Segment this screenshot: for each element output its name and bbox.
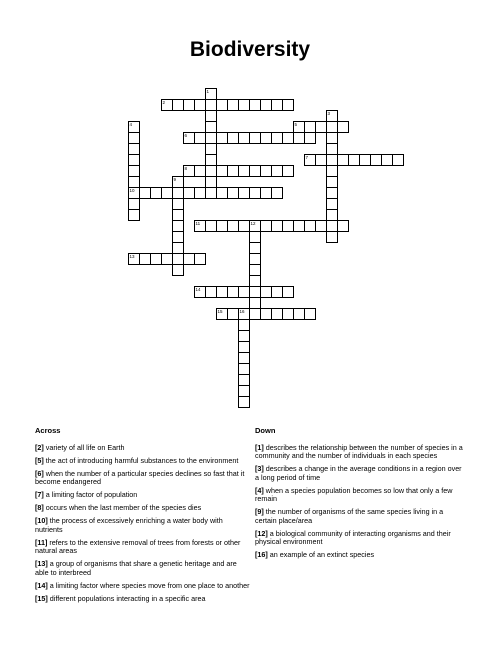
grid-cell[interactable] <box>249 297 261 309</box>
grid-cell[interactable] <box>172 264 184 276</box>
clue-number: [6] <box>35 469 44 478</box>
clue-number: [16] <box>255 550 268 560</box>
grid-cell[interactable] <box>194 253 206 265</box>
grid-cell[interactable] <box>282 165 294 177</box>
puzzle-title: Biodiversity <box>189 38 311 61</box>
down-clue <box>255 444 465 461</box>
clue-number: [7] <box>35 490 44 500</box>
across-clue <box>35 457 250 465</box>
clue-text: a limiting factor of population <box>43 490 138 500</box>
clue-text: an example of an extinct species <box>267 550 375 560</box>
grid-cell[interactable] <box>205 154 217 166</box>
down-clue <box>255 551 465 559</box>
cell-number: 1 <box>206 89 210 94</box>
cell-number: 6 <box>184 133 188 138</box>
clue-number: [15] <box>35 593 48 603</box>
across-clue <box>35 470 250 487</box>
across-clue <box>35 444 250 452</box>
cell-number: 11 <box>195 221 201 226</box>
grid-cell[interactable] <box>282 99 294 111</box>
clue-number: [4] <box>255 485 264 495</box>
grid-cell[interactable] <box>282 286 294 298</box>
clue-text: variety of all life on Earth <box>43 443 125 452</box>
grid-cell[interactable] <box>304 308 316 320</box>
clue-number: [5] <box>35 456 44 465</box>
clue-text: occurs when the last member of the species dies <box>43 503 202 513</box>
grid-cell[interactable] <box>304 132 316 144</box>
grid-cell[interactable] <box>205 121 217 133</box>
across-clue <box>35 539 250 556</box>
grid-cell[interactable] <box>238 396 250 408</box>
grid-cell[interactable] <box>337 121 349 133</box>
grid-cell[interactable] <box>172 242 184 254</box>
grid-cell[interactable] <box>271 187 283 199</box>
grid-cell[interactable] <box>205 176 217 188</box>
clue-text: refers to the extensive removal of trees from forests or other natural areas <box>35 537 241 556</box>
cell-number: 4 <box>129 122 133 127</box>
down-clue-list <box>255 444 465 564</box>
clue-number: [9] <box>255 507 264 517</box>
grid-cell[interactable] <box>337 220 349 232</box>
across-clue <box>35 595 250 603</box>
clue-text: the number of organisms of the same species living in a certain place/area <box>255 507 444 525</box>
grid-cell[interactable] <box>326 143 338 155</box>
down-heading: Down <box>255 426 276 435</box>
grid-cell[interactable] <box>326 209 338 221</box>
across-clue <box>35 582 250 590</box>
clue-number: [14] <box>35 580 48 590</box>
grid-cell[interactable] <box>249 275 261 287</box>
cell-number: 2 <box>162 100 166 105</box>
cell-number: 7 <box>305 155 309 160</box>
across-clue <box>35 517 250 534</box>
across-clue <box>35 504 250 512</box>
grid-cell[interactable] <box>326 231 338 243</box>
grid-cell[interactable] <box>128 176 140 188</box>
cell-number: 3 <box>327 111 331 116</box>
clue-number: [10] <box>35 516 48 526</box>
across-clue <box>35 491 250 499</box>
clue-text: a limiting factor where species move from one place to another <box>47 580 250 590</box>
cell-number: 9 <box>173 177 177 182</box>
clue-text: a group of organisms that share a genetic heritage and are able to interbreed <box>35 559 237 577</box>
cell-number: 5 <box>294 122 298 127</box>
clue-number: [12] <box>255 528 268 538</box>
clue-number: [1] <box>255 443 264 452</box>
clue-text: the act of introducing harmful substances to the environment <box>43 456 239 465</box>
down-clue <box>255 465 465 482</box>
down-clue <box>255 508 465 525</box>
cell-number: 14 <box>195 287 201 292</box>
cell-number: 12 <box>250 221 256 226</box>
clue-text: a biological community of interacting organisms and their physical environment <box>255 528 451 547</box>
cell-number: 16 <box>239 309 245 314</box>
cell-number: 13 <box>129 254 135 259</box>
across-clue <box>35 560 250 577</box>
clue-number: [2] <box>35 443 44 452</box>
clue-text: when the number of a particular species declines so fast that it become endangered <box>35 469 245 487</box>
clue-text: describes a change in the average conditions in a region over a long period of time <box>255 464 462 482</box>
down-clue <box>255 530 465 547</box>
across-heading: Across <box>35 426 61 435</box>
clue-number: [11] <box>35 537 48 547</box>
grid-cell[interactable] <box>128 209 140 221</box>
clue-text: the process of excessively enriching a water body with nutrients <box>35 516 223 534</box>
cell-number: 15 <box>217 309 223 314</box>
across-clue-list <box>35 444 250 608</box>
clue-number: [8] <box>35 503 44 513</box>
cell-number: 10 <box>129 188 135 193</box>
grid-cell[interactable] <box>392 154 404 166</box>
clue-text: describes the relationship between the number of species in a community and the number of individuals in each species <box>255 443 463 461</box>
clue-number: [3] <box>255 464 264 474</box>
down-clue <box>255 487 465 504</box>
clue-number: [13] <box>35 559 48 569</box>
clue-text: different populations interacting in a specific area <box>47 593 206 603</box>
clue-text: when a species population becomes so low that only a few remain <box>255 485 453 504</box>
cell-number: 8 <box>184 166 188 171</box>
